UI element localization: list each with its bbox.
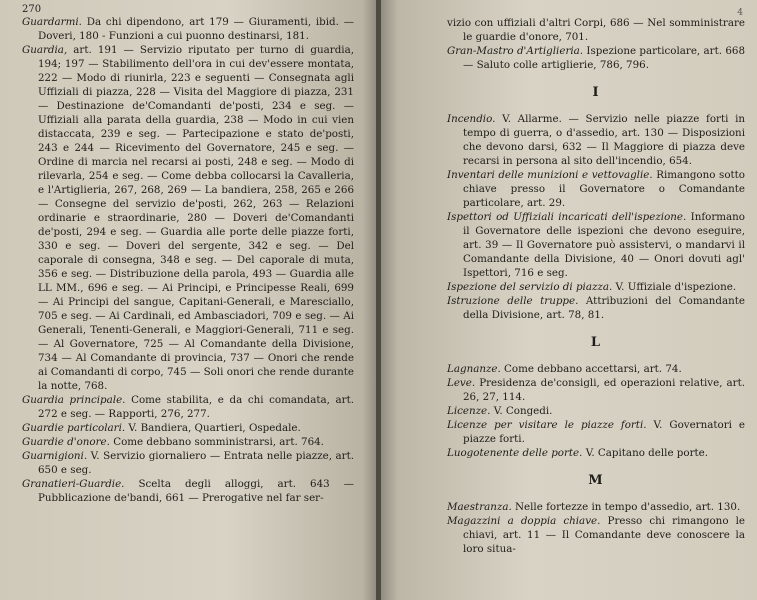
index-entry: Lagnanze. Come debbano accettarsi, art. 74. bbox=[447, 363, 682, 375]
right-page bbox=[379, 0, 757, 600]
index-entry: Licenze per visitare le piazze forti. V. Governatori e piazze forti. bbox=[447, 419, 745, 445]
index-entry: Guardie d'onore. Come debbano somministrarsi, art. 764. bbox=[22, 436, 324, 448]
index-entry: Luogotenente delle porte. V. Capitano delle porte. bbox=[447, 447, 709, 459]
section-letter-m: M bbox=[588, 473, 604, 488]
index-entry: Istruzione delle truppe. Attribuzioni del Comandante della Divisione, art. 78, 81. bbox=[447, 295, 745, 321]
index-entry: Guardarmi. Da chi dipendono, art 179 — Giuramenti, ibid. — Doveri, 180 - Funzioni a cui puonno destinarsi, 181. bbox=[22, 16, 354, 42]
index-entry: Incendio. V. Allarme. — Servizio nelle piazze forti in tempo di guerra, o d'assedio, art. 130 — Disposizioni che devono darsi, 632 — Il Maggiore di piazza deve recarsi in persona al sito dell'incendio, 654. bbox=[447, 113, 745, 167]
index-entry: Maestranza. Nelle fortezze in tempo d'assedio, art. 130. bbox=[447, 501, 741, 513]
book-gutter bbox=[376, 0, 381, 600]
index-entry: Guardia principale. Come stabilita, e da chi comandata, art. 272 e seg. — Rapporti, 276, 277. bbox=[22, 394, 354, 420]
left-page bbox=[0, 0, 378, 600]
section-letter-l: L bbox=[590, 335, 602, 350]
index-entry: Guardia, art. 191 — Servizio riputato per turno di guardia, 194; 197 — Stabilimento dell'ora in cui dev'essere montata, 222 — Modo di riunirla, 223 e seguenti — Consegnata agli Uffiziali di piazza, 228 — Visita del Maggiore di piazza, 231 — Destinazione de'Comandanti de'posti, 234 e seg. — Uffiziali alla parata della guardia, 238 — Modo in cui vien distaccata, 239 e seg. — Partecipazione e stato de'posti, 243 e 244 — Ricevimento del Governatore, 245 e seg. — Ordine di marcia nel recarsi ai posti, 248 e seg. — Modo di rilevarla, 254 e seg. — Come debba collocarsi la Cavalleria, e l'Artiglieria, 267, 268, 269 — La bandiera, 258, 265 e 266 — Consegne del servizio de'posti, 262, 263 — Relazioni ordinarie e straordinarie, 280 — Doveri de'Comandanti de'posti, 294 e seg. — Guardia alle porte delle piazze forti, 330 e seg. — Doveri del sergente, 342 e seg. — Del caporale di consegna, 348 e seg. — Del caporale di muta, 356 e seg. — Distribuzione della parola, 493 — Guardia alle LL MM., 696 e seg. — Ai Principi, e Principesse Reali, 699 — Ai Principi del sangue, Capitani-Generali, e Maresciallo, 705 e seg. — Ai Cardinali, ed Ambasciadori, 709 e seg. — Ai Generali, Tenenti-Generali, e Maggiori-Generali, 711 e seg. — Al Governatore, 725 — Al Comandante della Divisione, 734 — Al Comandante di provincia, 737 — Onori che rende ai Comandanti di corpo, 745 — Soli onori che rende durante la notte, 768. bbox=[22, 44, 354, 392]
index-entry: Licenze. V. Congedi. bbox=[447, 405, 553, 417]
index-entry: Gran-Mastro d'Artiglieria. Ispezione particolare, art. 668 — Saluto colle artiglierie, 786, 796. bbox=[447, 45, 745, 71]
index-entry: Ispettori od Uffiziali incaricati dell'ispezione. Informano il Governatore delle ispezioni che devono eseguire, art. 39 — Il Governatore può assistervi, o mandarvi il Comandante della Divisione, 40 — Onori dovuti agl' Ispettori, 716 e seg. bbox=[447, 211, 746, 279]
index-entry: Guardie particolari. V. Bandiera, Quartieri, Ospedale. bbox=[22, 422, 301, 434]
section-letter-i: I bbox=[592, 85, 600, 100]
index-entry: Leve. Presidenza de'consigli, ed operazioni relative, art. 26, 27, 114. bbox=[447, 377, 745, 403]
index-entry: Inventari delle munizioni e vettovaglie. Rimangono sotto chiave presso il Governatore o Comandante particolare, art. 29. bbox=[447, 169, 746, 209]
corner-mark: 4 bbox=[737, 8, 743, 18]
right-column bbox=[447, 16, 745, 556]
index-entry: Granatieri-Guardie. Scelta degli alloggi, art. 643 — Pubblicazione de'bandi, 661 — Prerogative nel far ser- bbox=[22, 478, 354, 504]
index-entry: Magazzini a doppia chiave. Presso chi rimangono le chiavi, art. 11 — Il Comandante deve conoscere la loro situa- bbox=[447, 515, 746, 555]
index-entry: vizio con uffiziali d'altri Corpi, 686 — Nel somministrare le guardie d'onore, 701. bbox=[447, 17, 745, 43]
index-entry: Ispezione del servizio di piazza. V. Uffiziale d'ispezione. bbox=[447, 281, 737, 293]
left-column bbox=[22, 15, 354, 505]
index-entry: Guarnigioni. V. Servizio giornaliero — Entrata nelle piazze, art. 650 e seg. bbox=[22, 450, 354, 476]
page-number: 270 bbox=[22, 4, 42, 15]
